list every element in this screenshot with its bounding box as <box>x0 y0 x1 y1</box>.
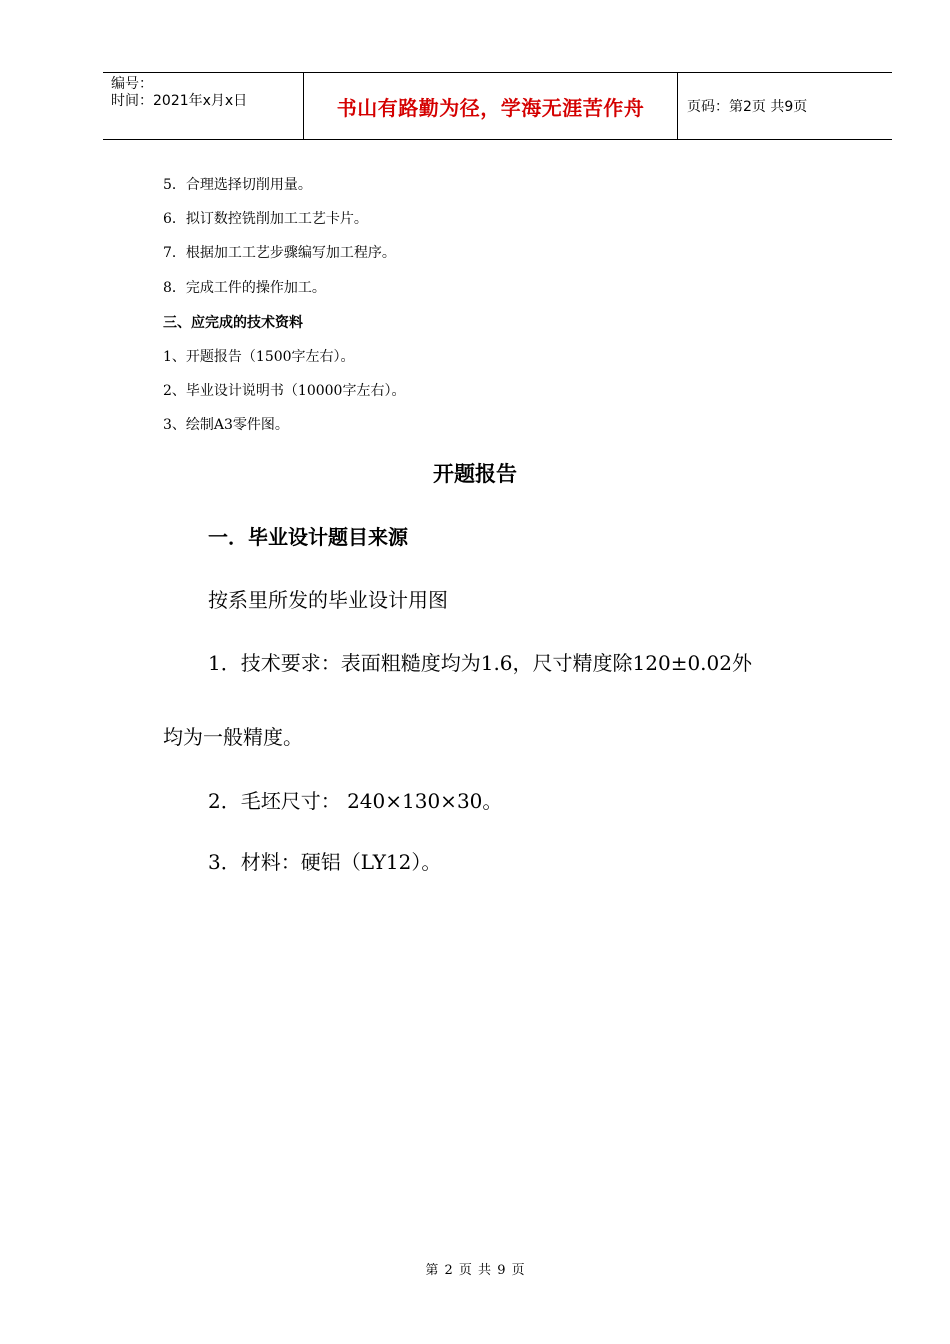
deliverables-heading: 三、应完成的技术资料 <box>163 315 303 331</box>
header-page-label: 页码：第2页 共9页 <box>687 99 808 115</box>
deliverable-item-1: 1、开题报告（1500字左右）。 <box>163 349 355 365</box>
step-item-8: 8．完成工件的操作加工。 <box>163 280 326 296</box>
section-heading: 一．毕业设计题目来源 <box>208 525 408 549</box>
requirement-2: 2．毛坯尺寸： 240×130×30。 <box>208 789 503 813</box>
time-label: 时间：2021年x月x日 <box>111 93 248 109</box>
deliverable-item-3: 3、绘制A3零件图。 <box>163 417 289 433</box>
header-slogan: 书山有路勤为径，学海无涯苦作舟 <box>304 73 678 139</box>
requirement-1-line-2: 均为一般精度。 <box>163 725 303 749</box>
header-meta <box>103 73 304 139</box>
requirement-1-line-1: 1．技术要求：表面粗糙度均为1.6，尺寸精度除120±0.02外 <box>208 651 752 675</box>
number-label: 编号： <box>111 76 153 92</box>
step-item-6: 6．拟订数控铣削加工工艺卡片。 <box>163 211 368 227</box>
report-intro: 按系里所发的毕业设计用图 <box>208 588 448 612</box>
requirement-3: 3．材料：硬铝（LY12）。 <box>208 850 442 874</box>
step-item-5: 5．合理选择切削用量。 <box>163 177 312 193</box>
page-footer: 第 2 页 共 9 页 <box>425 1263 525 1278</box>
step-item-7: 7．根据加工工艺步骤编写加工程序。 <box>163 245 396 261</box>
page-header <box>103 72 892 140</box>
report-title: 开题报告 <box>433 462 517 486</box>
deliverable-item-2: 2、毕业设计说明书（10000字左右）。 <box>163 383 406 399</box>
